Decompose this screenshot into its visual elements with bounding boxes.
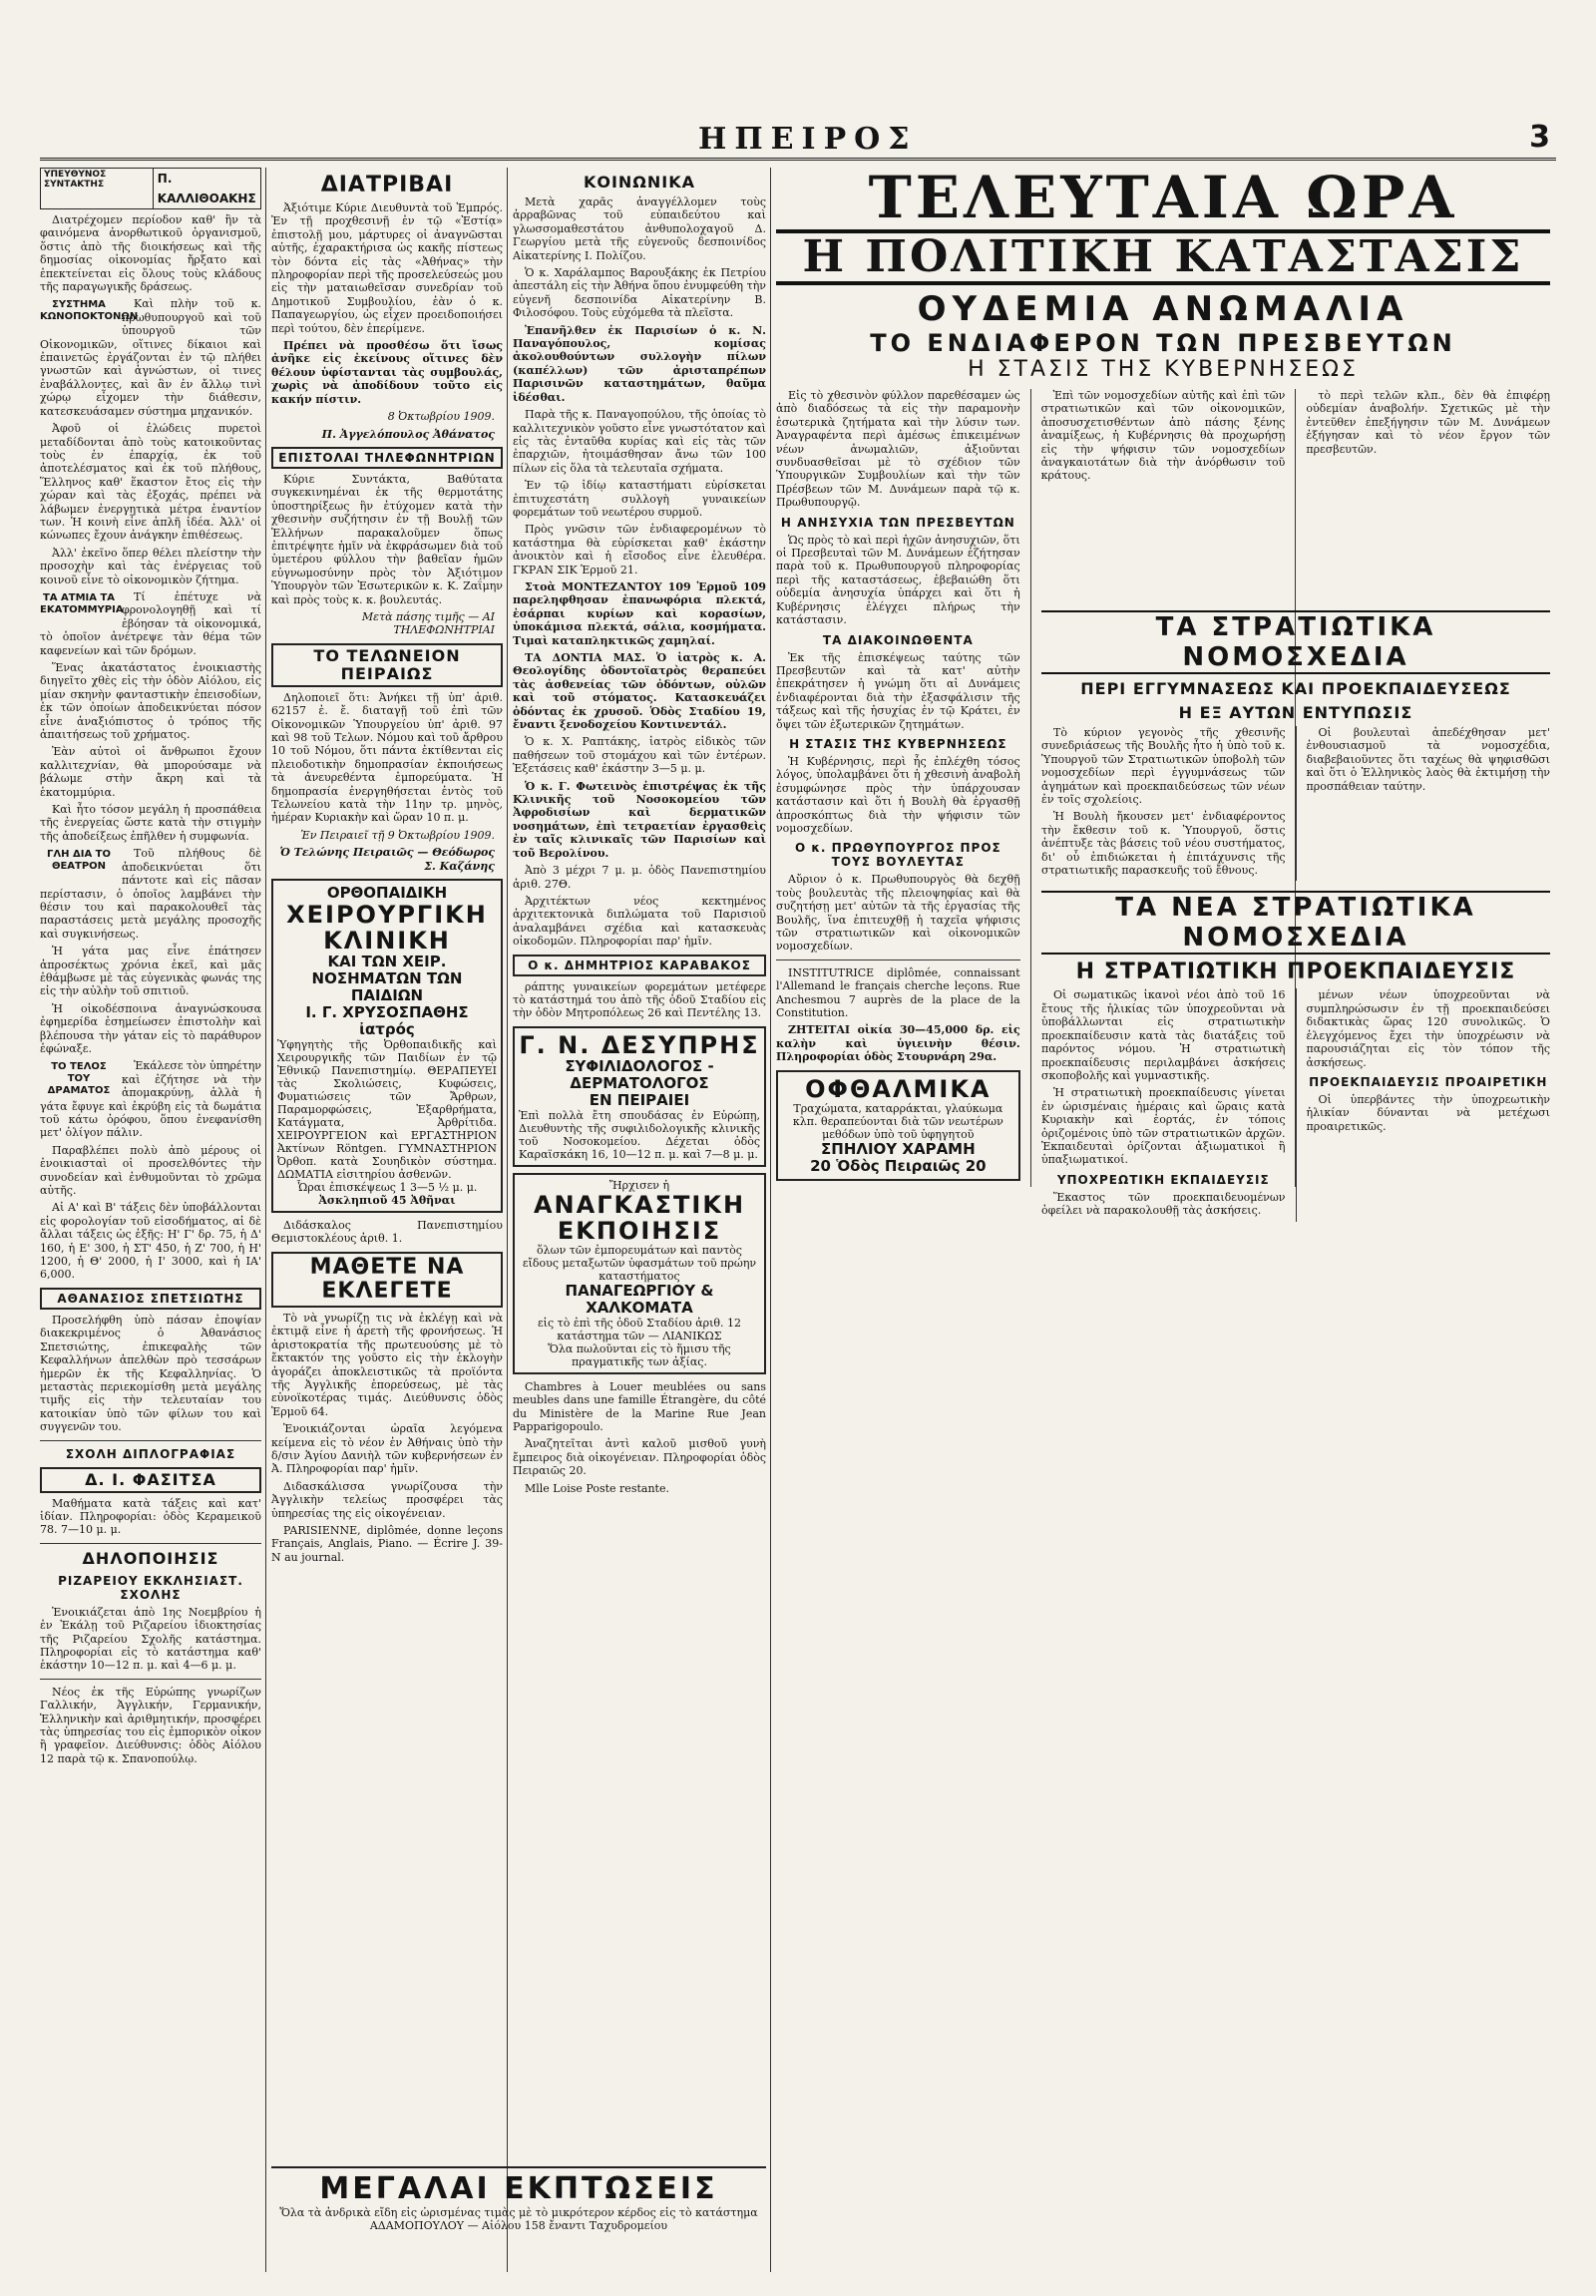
ad-name: Δ. Ι. ΦΑΣΙΤΣΑ — [40, 1467, 261, 1493]
column-1 — [40, 168, 261, 2272]
ad-hours: Ὧραι ἐπισκέψεως 1 3—5 ½ μ. μ. — [296, 1181, 478, 1195]
article-paragraph: Αὔριον ὁ κ. Πρωθυπουργὸς θὰ δεχθῇ τοὺς βουλευτὰς τῆς πλειοψηφίας καὶ θὰ συζητήσῃ μετ' αὐτῶν τὰ τῆς ἐργασίας τῆς Βουλῆς, ἵνα ἐπιτευχθῇ ἡ ταχεῖα ψήφισις τῶν στρατιωτικῶν καὶ οἰκονομικῶν νομοσχεδίων. — [776, 873, 1020, 954]
column-3 — [513, 168, 766, 2272]
article-column — [1296, 726, 1551, 881]
article-paragraph: Αἱ Α' καὶ Β' τάξεις δὲν ὑποβάλλονται εἰς φορολογίαν τοῦ εἰσοδήματος, αἱ δὲ ἄλλαι τάξεις ὡς ἑξῆς: Η' Γ' δρ. 75, ἡ Δ' 160, ἡ Ε' 300, ἡ ΣΤ' 450, ἡ Ζ' 700, ἡ Η' 1200, ἡ Θ' 2000, ἡ Ι' 3000, καὶ ἡ ΙΑ' 6,000. — [40, 1201, 261, 1282]
society-paragraph: Παρὰ τῆς κ. Παναγοπούλου, τῆς ὁποίας τὸ καλλιτεχνικὸν γοῦστο εἶνε γνωστότατον καὶ εἰς τὰς ἐνταῦθα κυρίας καὶ εἰς τὰς τῶν ἐπαρχιῶν, ἠτοιμάσθησαν ἄνω τῶν 100 πίλων εἰς ὅλα τὰ τελευταῖα σχήματα. — [513, 408, 766, 475]
notice-text: Δηλοποιεῖ ὅτι: Ἀνήκει τῇ ὑπ' ἀριθ. 62157 ἐ. ἔ. διαταγῇ τοῦ ἐπὶ τῶν Οἰκονομικῶν Ὑπουργείου ὑπ' ἀριθ. 97 καὶ 98 τοῦ Τελων. Νόμου καὶ τοῦ ἄρθρου 10 τοῦ Νόμου, ὅτι πάντα ἐκτίθενται εἰς πλειοδοτικὴν δημοπρασίαν ἐκποιήσεως τὰ ἀνευρεθέντα ἐμπορεύματα. Ἡ δημοπρασία ἐνεργηθήσεται ἐντὸς τοῦ Τελωνείου κατὰ τὴν 11ην τρ. μηνὸς, ἡμέραν Κυριακὴν καὶ ὥραν 10 π. μ. — [271, 690, 503, 825]
article-paragraph: τὸ περὶ τελῶν κλπ., δὲν θὰ ἐπιφέρῃ οὐδεμίαν ἀναβολήν. Σχετικῶς μὲ τὴν ἐντεῦθεν ἐπεξήγησιν τῶν Μ. Δυνάμεων ἐξήγησαν καὶ τὸ νέον ἔργον τῶν πρεσβευτῶν. — [1306, 389, 1550, 456]
society-paragraph: Ἐπανῆλθεν ἐκ Παρισίων ὁ κ. Ν. Παναγόπουλος, κομίσας ἀκολουθούντων συλλογὴν πίλων (καπέλλων) τῶν ἀρισταπρέπων Παρισινῶν καταστημάτων, θαῦμα ἰδέσθαι. — [513, 323, 766, 404]
article-paragraph: Ἡ στρατιωτικὴ προεκπαίδευσις γίνεται ἐν ὡρισμέναις ἡμέραις καὶ ὥραις κατὰ Κυριακὴν καὶ ἑορτάς, ἐν τόποις ὁριζομένοις ὑπὸ τῶν στρατιωτικῶν ἀρχῶν. Ἐκπαιδευταὶ ὁρίζονται ἀξιωματικοὶ ἢ ὑπαξιωματικοί. — [1041, 1086, 1286, 1167]
letter-signature: Μετὰ πάσης τιμῆς — ΑΙ ΤΗΛΕΦΩΝΗΤΡΙΑΙ — [361, 609, 495, 637]
notice-signature: Ὁ Τελώνης Πειραιῶς — Θεόδωρος Σ. Καζάνης — [279, 846, 495, 873]
ad-text: Στοὰ ΜΟΝΤΕΖΑΝΤΟΥ 109 Ἑρμοῦ 109 παρεληφθησαν ἐπανωφόρια πλεκτά, ἐσάρπαι κυρίων καὶ κορασίων, ὑποκάμισα πλεκτά, σάλια, κοσμήματα. Τιμαὶ καταπληκτικῶς χαμηλαί. — [513, 579, 766, 647]
side-heading: ΤΑ ΑΤΜΙΑ ΤΑ ΕΚΑΤΟΜΜΥΡΙΑ — [40, 591, 124, 615]
notice-date: Ἐν Πειραιεῖ τῇ 9 Ὀκτωβρίου 1909. — [300, 828, 495, 842]
divider — [40, 1440, 261, 1441]
ophthalmology-ad — [776, 1070, 1020, 1181]
article-paragraph: Ἀλλ' ἐκεῖνο ὅπερ θέλει πλείστην τὴν προσοχὴν καὶ τὰς ἐνέργειας τοῦ κοινοῦ εἶνε τὸ οἰκονομικὸν ζήτημα. — [40, 546, 261, 586]
article-paragraph: Ἡ οἰκοδέσποινα ἀναγνώσκουσα ἐφημερίδα ἐσημείωσεν ἐπιστολὴν καὶ βλέπουσα τὴν γάταν εἰς τὸ παράθυρον ἐφώναξε. — [40, 1001, 261, 1055]
ad-title: ΧΕΙΡΟΥΡΓΙΚΗ ΚΛΙΝΙΚΗ — [286, 901, 488, 956]
obituary-heading: ΑΘΑΝΑΣΙΟΣ ΣΠΕΤΣΙΩΤΗΣ — [40, 1288, 261, 1310]
ad-name: ΣΠΗΛΙΟΥ ΧΑΡΑΜΗ — [821, 1139, 976, 1158]
ad-text: Ὅλα τὰ ἀνδρικὰ εἴδη εἰς ὡρισμένας τιμὰς μὲ τὸ μικρότερον κέρδος εἰς τὸ κατάστημα ΑΔΑΜΟΠΟΥΛΟΥ — Αἰόλου 158 ἔναντι Ταχυδρομείου — [279, 2206, 758, 2232]
lead-column — [776, 389, 1020, 1187]
article-paragraph: Ἀφοῦ οἱ ἐλώδεις πυρετοὶ μεταδίδονται ἀπὸ τοὺς κατοικοῦντας τοὺς ἐν ἐπαρχίᾳ, ἐκ τοῦ ἀποτελέσματος καὶ ἐκ τοῦ πλήθους, Ἕλληνος καθ' ἕκαστον ἔτος εἰς τὴν χώραν καὶ τὰς ἐξοχάς, πρέπει νὰ λάβωμεν ἐνεργητικὰ μέτρα ἐναντίον των. Ἡ κοινὴ εἶνε ἁπλῆ ἰδέα. Ἀλλ' οἱ κώνωπες ἔχουν ἀνάγκην ἐπιθέσεως. — [40, 422, 261, 543]
ad-text: Ἐπὶ πολλὰ ἔτη σπουδάσας ἐν Εὐρώπῃ, Διευθυντὴς τῆς συφιλιδολογικῆς κλινικῆς τοῦ Νοσοκομείου. Δέχεται ὁδὸς Καραϊσκάκη 16, 10—12 π. μ. καὶ 7—8 μ. μ. — [519, 1108, 760, 1161]
column-4 — [776, 168, 1550, 2272]
subsection-heading: ΤΑ ΔΙΑΚΟΙΝΩΘΕΝΤΑ — [822, 632, 974, 647]
article-paragraph: Οἱ ὑπερβάντες τὴν ὑποχρεωτικὴν ἡλικίαν δύνανται νὰ μετέχωσι προαιρετικῶς. — [1306, 1092, 1550, 1133]
ad-text: INSTITUTRICE diplômée, connaissant l'Allemand le français cherche leçons. Rue Anchesmou 7 auprès de la place de la Constitution. — [776, 965, 1020, 1020]
ad-text: ράπτης γυναικείων φορεμάτων μετέφερε τὸ κατάστημά του ἀπὸ τῆς ὁδοῦ Σταδίου εἰς τὴν ὁδὸν Μητροπόλεως 26 καὶ Πεντέλης 13. — [513, 979, 766, 1020]
article-paragraph: Ἐκ τῆς ἐπισκέψεως ταύτης τῶν Πρεσβευτῶν καὶ τὰ κατ' αὐτὴν ἐπεκράτησεν ἡ γνώμη ὅτι αἱ Δυνάμεις ἐνδιαφέρονται διὰ τὴν ἐξασφάλισιν τῆς τάξεως καὶ τῆς ἡσυχίας ἐν τῷ Κράτει, ἐν ὄψει τῶν ἐξωτερικῶν ζητημάτων. — [776, 650, 1020, 731]
article-paragraph: Ὡς πρὸς τὸ καὶ περὶ ἠχῶν ἀνησυχιῶν, ὅτι οἱ Πρεσβευταὶ τῶν Μ. Δυνάμεων ἐζήτησαν παρὰ τοῦ κ. Πρωθυπουργοῦ πληροφορίας περὶ τῆς καταστάσεως, ἐβεβαιώθη ὅτι οὐδεμία ἀνησυχία ὑπάρχει καὶ ὅτι ἡ Κυβέρνησις ἐλέγχει πλήρως τὴν κατάστασιν. — [776, 533, 1020, 627]
ad-title: ΟΦΘΑΛΜΙΚΑ — [805, 1074, 992, 1103]
article-paragraph: Νέος ἐκ τῆς Εὐρώπης γνωρίζων Γαλλικήν, Ἀγγλικήν, Γερμανικήν, Ἑλληνικὴν καὶ ἀριθμητικήν, προσφέρει τὰς ὑπηρεσίας του εἰς ἐμπορικὸν οἶκον ἢ γραφεῖον. Διεύθυνσις: ὁδὸς Αἰόλου 12 παρὰ τῷ κ. Σπανοπούλῳ. — [40, 1685, 261, 1765]
ad-text: ΖΗΤΕΙΤΑΙ οἰκία 30—45,000 δρ. εἰς καλὴν καὶ ὑγιεινὴν θέσιν. Πληροφορίαι ὁδὸς Στουρνάρη 29α. — [776, 1023, 1020, 1064]
ad-heading: ΣΧΟΛΗ ΔΙΠΛΟΓΡΑΦΙΑΣ — [65, 1446, 236, 1461]
ad-text: Τραχώματα, καταρράκται, γλαύκωμα κλπ. θεραπεύονται διὰ τῶν νεωτέρων μεθόδων ὑπὸ τοῦ ὑφηγητοῦ — [792, 1101, 1003, 1141]
article-paragraph: μένων νέων ὑποχρεοῦνται νὰ συμπληρώσωσιν ἐν τῇ προεκπαιδεύσει διδακτικὰς ὥρας 120 συνολικῶς. Ὁ ἐλεγχόμενος ἔχει τὴν ὑποχρέωσιν νὰ παρουσιάζηται εἰς τὸν τόπον τῆς ἀσκήσεως. — [1306, 988, 1550, 1069]
article-paragraph: Ἐὰν αὐτοὶ οἱ ἄνθρωποι ἔχουν καλλιτεχνίαν, θὰ μπορούσαμε νὰ βάλωμε στὴν ἄκρη καὶ τὰ ἑκατομμύρια. — [40, 745, 261, 799]
society-paragraph: Μετὰ χαρᾶς ἀναγγέλλομεν τοὺς ἀρραβῶνας τοῦ εὐπαιδεύτου καὶ γλωσσομαθεστάτου ἀνθυπολοχαγοῦ Δ. Γεωργίου μετὰ τῆς εὐγενοῦς δεσποινίδος Αἰκατερίνης Ι. Πολίζου. — [513, 195, 766, 262]
society-paragraph: Ἐν τῷ ἰδίῳ καταστήματι εὑρίσκεται ἐπιτυχεστάτη συλλογὴ γυναικείων φορεμάτων τοῦ νεωτέρου συρμοῦ. — [513, 479, 766, 519]
subsection-heading: Η ΣΤΑΣΙΣ ΤΗΣ ΚΥΒΕΡΝΗΣΕΩΣ — [789, 736, 1007, 751]
ad-subtitle: ΚΑΙ ΤΩΝ ΧΕΙΡ. ΝΟΣΗΜΑΤΩΝ ΤΩΝ ΠΑΙΔΙΩΝ — [311, 953, 463, 1005]
divider — [40, 1543, 261, 1544]
section-heading: ΕΠΙΣΤΟΛΑΙ ΤΗΛΕΦΩΝΗΤΡΙΩΝ — [271, 447, 503, 469]
discounts-ad — [271, 2166, 766, 2232]
article-paragraph: Καὶ πλὴν τοῦ κ. πρωθυπουργοῦ καὶ τοῦ ὑπουργοῦ τῶν Οἰκονομικῶν, οἵτινες δίκαιοι καὶ ἐπαινετῶς ἐργάζονται ἐν τῷ πλήθει γνωστῶν καὶ ἀγνώστων, οἱ τινες ἐναβάλλοντες, καὶ ἂν ἐν ἄλλῳ τινὶ χώρῳ εἶχομεν τὴν διάθεσιν, κατεσκευάσαμεν σύστημα μηχανικόν. — [40, 297, 261, 418]
editor-box — [40, 168, 261, 209]
editor-role: ΥΠΕΥΘΥΝΟΣ ΣΥΝΤΑΚΤΗΣ — [41, 169, 154, 208]
ad-title: Γ. Ν. ΔΕΣΥΠΡΗΣ — [519, 1030, 760, 1059]
military-bills-section — [1041, 606, 1550, 1222]
section-heading: ΔΙΑΤΡΙΒΑΙ — [320, 173, 454, 197]
article-paragraph: Οἱ σωματικῶς ἱκανοὶ νέοι ἀπὸ τοῦ 16 ἔτους τῆς ἡλικίας τῶν ὑποχρεοῦνται νὰ ὑποβάλλωνται εἰς στρατιωτικὴν προεκπαίδευσιν κατὰ τὰς διατάξεις τοῦ παρόντος νόμου. Ἡ στρατιωτικὴ προεκπαίδευσις περιλαμβάνει ἀσκήσεις σκοποβολῆς καὶ γυμναστικῆς. — [1041, 988, 1286, 1082]
section-heading: ΤΑ ΝΕΑ ΣΤΡΑΤΙΩΤΙΚΑ ΝΟΜΟΣΧΕΔΙΑ — [1041, 891, 1550, 955]
column-divider — [770, 168, 771, 2272]
article-paragraph: Διατρέχομεν περίοδον καθ' ἣν τὰ φαινόμενα ἀνορθωτικοῦ ὀργανισμοῦ, ὅστις ἀπὸ τῆς διοικήσεως καὶ τῆς δημοσίας οἰκονομίας ἤρξατο καὶ ἐπεκτείνεται εἰς ὅλους τοὺς κλάδους τῆς παραγωγικῆς δράσεως. — [40, 213, 261, 294]
editor-name: Π. ΚΑΛΛΙΘΟΑΚΗΣ — [157, 172, 256, 205]
society-paragraph: Πρὸς γνῶσιν τῶν ἐνδιαφερομένων τὸ κατάστημα θὰ εὑρίσκεται καθ' ἑκάστην ἀνοικτὸν καὶ ἡ εἴσοδος εἶνε ἐλευθέρα. ΓΚΡΑΝ ΣΙΚ Ἑρμοῦ 21. — [513, 523, 766, 576]
article-paragraph: Οἱ βουλευταὶ ἀπεδέχθησαν μετ' ἐνθουσιασμοῦ τὰ νομοσχέδια, διαβεβαιοῦντες ὅτι ταχέως θὰ ψηφισθῶσι καὶ ὅτι ὁ Ἑλληνικὸς λαὸς θὰ ἐκτιμήσῃ τὴν προσπάθειαν ταύτην. — [1306, 726, 1550, 793]
ad-pretitle: Ἤρχισεν ἡ — [608, 1178, 670, 1192]
article-paragraph: Ἐκάλεσε τὸν ὑπηρέτην καὶ ἐζήτησε νὰ τὴν ἀπομακρύνῃ, ἀλλὰ ἡ γάτα ἔφυγε καὶ ἐκρύβη εἰς τὰ δωμάτια τοῦ κάτω ὀρόφου, ὅπου ἐνεφανίσθη μετ' ὀλίγον πάλιν. — [40, 1059, 261, 1140]
article-paragraph: Προσελήφθη ὑπὸ πάσαν ἐποψίαν διακεκριμένος ὁ Ἀθανάσιος Σπετσιώτης, ἐπικεφαλὴς τῶν Κεφαλλήνων ἀπελθὼν πρὸ τεσσάρων ἡμερῶν ἐκ τῆς Κεφαλληνίας. Ὁ μεταστὰς περιεκομίσθη μετὰ μεγάλης τιμῆς εἰς τὴν τελευταίαν του κατοικίαν ὑπὸ τῶν φίλων του καὶ συγγενῶν του. — [40, 1313, 261, 1434]
banner-subheadline: Η ΣΤΑΣΙΣ ΤΗΣ ΚΥΒΕΡΝΗΣΕΩΣ — [968, 357, 1359, 382]
column-divider — [507, 168, 508, 2272]
ad-heading: Ο κ. ΔΗΜΗΤΡΙΟΣ ΚΑΡΑΒΑΚΟΣ — [513, 955, 766, 976]
ad-subtitle: ΣΥΦΙΛΙΔΟΛΟΓΟΣ - ΔΕΡΜΑΤΟΛΟΓΟΣ — [565, 1056, 714, 1092]
article-paragraph: Ἡ γάτα μας εἶνε ἐπάτησεν ἀπροσέκτως χρόνια ἐκεῖ, καὶ μᾶς ἐθάμβωσε μὲ τὰς εὐγενικὰς φωνάς της εἰς τὴν αὐλὴν τοῦ σπιτιοῦ. — [40, 945, 261, 998]
article-paragraph: Ἡ Κυβέρνησις, περὶ ἧς ἐπλέχθη τόσος λόγος, ὑπολαμβάνει ὅτι ἡ χθεσινὴ ἀναβολὴ ἐσυμφώνησε πρὸς τὴν ὑπάρχουσαν κατάστασιν καὶ ὅτι ἡ Βουλὴ θὰ ἐργασθῇ ἀπροσκόπτως διὰ τὴν ψήφισιν τῶν νομοσχεδίων. — [776, 754, 1020, 835]
side-heading: ΤΟ ΤΕΛΟΣ ΤΟΥ ΔΡΑΜΑΤΟΣ — [47, 1061, 111, 1097]
section-subheading: Η ΕΞ ΑΥΤΩΝ ΕΝΤΥΠΩΣΙΣ — [1178, 703, 1413, 722]
ad-heading: ΜΑΘΕΤΕ ΝΑ ΕΚΛΕΓΕΤΕ — [271, 1252, 503, 1308]
article-paragraph: Παραβλέπει πολὺ ἀπὸ μέρους οἱ ἐνοικιασταὶ οἱ προσελθόντες τὴν συνοδείαν καὶ ἐνθυμοῦνται τὸ χρῶμα αὐτῆς. — [40, 1143, 261, 1198]
masthead — [40, 118, 1556, 161]
article-column — [1296, 988, 1551, 1221]
ad-address: Ἀσκληπιοῦ 45 Ἀθῆναι — [318, 1194, 456, 1208]
banner-subheadline: ΟΥΔΕΜΙΑ ΑΝΩΜΑΛΙΑ — [917, 289, 1409, 329]
column-divider — [265, 168, 266, 2272]
letter-date: 8 Ὀκτωβρίου 1909. — [387, 410, 495, 424]
ad-text: ΤΑ ΔΟΝΤΙΑ ΜΑΣ. Ὁ ἰατρὸς κ. Α. Θεολογίδης ὀδοντοϊατρὸς θεραπεύει τὰς ἀσθενείας τῶν ὀδόντων, οὐλῶν καὶ τοῦ στόματος. Κατασκευάζει ὀδόντας ἐκ χρυσοῦ. Ὁδὸς Σταδίου 19, ἔναντι ξενοδοχείου Κοντινεντάλ. — [513, 651, 766, 732]
ad-title: ΑΝΑΓΚΑΣΤΙΚΗ ΕΚΠΟΙΗΣΙΣ — [533, 1190, 746, 1245]
subsection-heading: Ο κ. ΠΡΩΘΥΠΟΥΡΓΟΣ ΠΡΟΣ ΤΟΥΣ ΒΟΥΛΕΥΤΑΣ — [794, 841, 1001, 870]
section-heading: ΤΑ ΣΤΡΑΤΙΩΤΙΚΑ ΝΟΜΟΣΧΕΔΙΑ — [1041, 610, 1550, 674]
ad-text: Chambres à Louer meublées ou sans meubles dans une famille Étrangère, du côté du Ministère de la Marine Rue Jean Papparigopoulo. — [513, 1379, 766, 1433]
notice-text: Ἐνοικιάζεται ἀπὸ 1ης Νοεμβρίου ἡ ἐν Ἐκάλῃ τοῦ Ριζαρείου ἰδιοκτησίας τῆς Ριζαρείου Σχολῆς κατάστημα. Πληροφορίαι εἰς τὸ κατάστημα καθ' ἑκάστην 10—12 π. μ. καὶ 4—6 μ. μ. — [40, 1605, 261, 1673]
notice-heading: ΔΗΛΟΠΟΙΗΣΙΣ — [82, 1548, 219, 1568]
ad-title: ΟΡΘΟΠΑΙΔΙΚΗ — [326, 884, 448, 903]
article-paragraph: Τοῦ πλήθους δὲ ἀποδεικνύεται ὅτι πάντοτε καὶ εἰς πᾶσαν περίστασιν, ὁ ὁποῖος λαμβάνει τὴν θέσιν του καὶ παρακολουθεῖ τὰς παραστάσεις μετὰ μεγάλης προσοχῆς καὶ συγκινήσεως. — [40, 847, 261, 941]
article-paragraph: Καὶ ἦτο τόσον μεγάλη ἡ προσπάθεια τῆς ἐνεργείας ὥστε κατὰ τὴν στιγμὴν τῆς ἀποδείξεως ἐπῆλθεν ἡ συμφωνία. — [40, 803, 261, 843]
ad-text: Ἀπὸ 3 μέχρι 7 μ. μ. ὁδὸς Πανεπιστημίου ἀριθ. 27Θ. — [513, 864, 766, 891]
ad-text: Μαθήματα κατὰ τάξεις καὶ κατ' ἰδίαν. Πληροφορίαι: ὁδὸς Κεραμεικοῦ 78. 7—10 μ. μ. — [40, 1496, 261, 1537]
ad-text: ὅλων τῶν ἐμπορευμάτων καὶ παντὸς εἴδους μεταξωτῶν ὑφασμάτων τοῦ πρώην καταστήματος — [522, 1243, 757, 1283]
subsection-heading: Η ΑΝΗΣΥΧΙΑ ΤΩΝ ΠΡΕΣΒΕΥΤΩΝ — [780, 515, 1015, 530]
article-column — [1041, 726, 1286, 881]
page-number: 3 — [1529, 120, 1550, 155]
article-paragraph: Ἐπὶ τῶν νομοσχεδίων αὐτῆς καὶ ἐπὶ τῶν στρατιωτικῶν καὶ τῶν οἰκονομικῶν, ἀποσυσχετισθέντων ἀπὸ πάσης ξένης ἀναμίξεως, ἡ Κυβέρνησις θὰ προχωρήσῃ εἰς τὴν ψήφισιν τῶν νομοσχεδίων ἀναγκαιοτάτων διὰ τὴν ἀνόρθωσιν τοῦ κράτους. — [1040, 389, 1286, 483]
divider — [776, 959, 1020, 960]
ad-text: Ἀναζητεῖται ἀντὶ καλοῦ μισθοῦ γυνὴ ἔμπειρος διὰ οἰκογένειαν. Πληροφορίαι ὁδὸς Πειραιῶς 20. — [513, 1437, 766, 1478]
letter-paragraph: Πρέπει νὰ προσθέσω ὅτι ἴσως ἀνῆκε εἰς ἐκείνους οἵτινες δὲν θέλουν ὑφίστανται τὰς συμβουλάς, χωρὶς νὰ ἀποδίδουν τοῦτο εἰς κακήν πίστιν. — [271, 339, 503, 406]
banner-subheadline: ΤΟ ΕΝΔΙΑΦΕΡΟΝ ΤΩΝ ΠΡΕΣΒΕΥΤΩΝ — [870, 329, 1456, 357]
ad-doctor: Ι. Γ. ΧΡΥΣΟΣΠΑΘΗΣ ἰατρός — [305, 1003, 469, 1039]
liquidation-ad — [513, 1173, 766, 1374]
ad-text: Ὑφηγητὴς τῆς Ὀρθοπαιδικῆς καὶ Χειρουργικῆς τῶν Παιδίων ἐν τῷ Ἐθνικῷ Πανεπιστημίῳ. ΘΕΡΑΠΕΥΕΙ τὰς Σκολιώσεις, Κυφώσεις, Φυματιώσεις τῶν Ἄρθρων, Παραμορφώσεις, Ἐξαρθρήματα, Κατάγματα, Ἀρθρίτιδα. ΧΕΙΡΟΥΡΓΕΙΟΝ καὶ ΕΡΓΑΣΤΗΡΙΟΝ Ἀκτίνων Röntgen. ΓΥΜΝΑΣΤΗΡΙΟΝ Ὀρθοπ. κατὰ Σουηδικὸν σύστημα. ΔΩΜΑΤΙΑ εἰσιτηρίου ἀσθενῶν. — [277, 1038, 497, 1182]
article-columns — [1041, 988, 1550, 1221]
side-heading: ΓΛΗ ΔΙΑ ΤΟ ΘΕΑΤΡΟΝ — [47, 849, 111, 873]
section-subheading: Η ΣΤΡΑΤΙΩΤΙΚΗ ΠΡΟΕΚΠΑΙΔΕΥΣΙΣ — [1075, 959, 1516, 985]
society-paragraph: Ὁ κ. Χαράλαμπος Βαρουξάκης ἐκ Πετρίου ἀπεστάλη εἰς τὴν Ἀθήνα ὅπου ἐνυμφεύθη τὴν εὐγενῆ δεσποινίδα Αἰκατερίνην Β. Φιλοσόφου. Τοὺς εὐχόμεθα τὰ πλεῖστα. — [513, 266, 766, 320]
ad-text: Τὸ νὰ γνωρίζῃ τις νὰ ἐκλέγῃ καὶ νὰ ἐκτιμᾷ εἶνε ἡ ἀρετὴ τῆς φρονήσεως. Ἡ ἀριστοκρατία τῆς πρωτευούσης μὲ τὸ ἔκτακτόν της γοῦστο εἰς τὴν ἐκλογὴν ἀγοράζει ἀποκλειστικῶς τὰ προϊόντα τῆς Ἀγγλικῆς ἐπορεύσεως, μὲ τὰς εὐνοϊκοτέρας τιμάς. Διεύθυνσις ὁδὸς Ἑρμοῦ 64. — [271, 1311, 503, 1418]
subsection-heading: ΥΠΟΧΡΕΩΤΙΚΗ ΕΚΠΑΙΔΕΥΣΙΣ — [1056, 1172, 1270, 1187]
article-paragraph: Εἰς τὸ χθεσινὸν φύλλον παρεθέσαμεν ὡς ἀπὸ διαδόσεως τὰ εἰς τὴν παραμονὴν ἐσωτερικὰ ζητήματα καὶ τὴν λύσιν των. Ἀναγραφέντα περὶ ἀμέσως ἐπικειμένων νέων ἀνωμαλιῶν, ἀξιοῦνται συνδυασθεῖσαι μὲ τὸ σχέδιον τῶν Ὑπουργικῶν Συμβουλίων καὶ τὴν τῶν Πρέσβεων τῶν Μ. Δυνάμεων παρὰ τῷ κ. Πρωθυπουργῷ. — [776, 389, 1020, 510]
divider — [40, 1679, 261, 1680]
article-paragraph: Ἡ Βουλὴ ἤκουσεν μετ' ἐνδιαφέροντος τὴν ἔκθεσιν τοῦ κ. Ὑπουργοῦ, ὅστις ἀνέπτυξε τὰς βάσεις τοῦ νέου συστήματος, δι' οὗ ἐπιδιώκεται ἡ ἐπιτάχυνσις τῆς στρατιωτικῆς παρασκευῆς τοῦ ἔθνους. — [1041, 810, 1286, 878]
ad-text: Ὁ κ. Χ. Ραπτάκης, ἰατρὸς εἰδικὸς τῶν παθήσεων τοῦ στομάχου καὶ τῶν ἐντέρων. Ἐξετάσεις καθ' ἑκάστην 3—5 μ. μ. — [513, 735, 766, 776]
notice-text: Διδάσκαλος Πανεπιστημίου Θεμιστοκλέους ἀριθ. 1. — [271, 1219, 503, 1246]
side-heading: ΣΥΣΤΗΜΑ ΚΩΝΟΠΟΚΤΟΝΩΝ — [40, 299, 139, 323]
ad-text: Ἀρχιτέκτων νέος κεκτημένος ἀρχιτεκτονικὰ διπλώματα τοῦ Παρισιοῦ ἀναλαμβάνει σχέδια καὶ κατασκευὰς οἰκοδομῶν. Πληροφορίαι παρ' ἡμῖν. — [513, 894, 766, 949]
article-paragraph: Ἕνας ἀκατάστατος ἐνοικιαστὴς διηγεῖτο χθὲς εἰς τὴν ὁδὸν Αἰόλου, εἰς μίαν σκηνὴν φανταστικὴν ἐπεισοδίων, ἐκ τῶν ὁποίων ἀποδεικνύεται πόσον εἶνε ἀναξιόπιστος ὁ τρόπος τῆς ἀπαιτήσεως τοῦ χρήματος. — [40, 661, 261, 742]
article-paragraph: Τί ἐπέτυχε νὰ φρονολογηθῇ καὶ τί ἐβόησαν τὰ οἰκονομικά, τὸ ὁποῖον ἀνέτρεψε τὰν θέμα τῶν καφενείων καὶ τῶν δρόμων. — [40, 589, 261, 657]
letter-signature: Π. Ἀγγελόπουλος Ἀθάνατος — [321, 427, 495, 441]
column-2 — [271, 168, 503, 2272]
clinic-ad — [271, 879, 503, 1213]
letter-paragraph: Κύριε Συντάκτα, Βαθύτατα συγκεκινημέναι ἐκ τῆς θερμοτάτης ὑποστηρίξεως ἣν ἐτύχομεν κατὰ τὴν χθεσινὴν συζήτησιν ἐν τῇ Βουλῇ τῶν Ἑλλήνων παρακαλοῦμεν ὅπως ἐπιτρέψητε ἡμῖν νὰ ἐκφράσωμεν διὰ τοῦ ὑμετέρου φύλλου τὴν βαθεῖαν ἡμῶν εὐγνωμοσύνην πρὸς τὸν Ἀξιότιμον Ὑπουργὸν τῶν Ἐσωτερικῶν κ. Κ. Ζαΐμην καὶ πρὸς τοὺς κ. κ. βουλευτάς. — [271, 472, 503, 606]
notice-subheading: ΡΙΖΑΡΕΙΟΥ ΕΚΚΛΗΣΙΑΣΤ. ΣΧΟΛΗΣ — [58, 1573, 243, 1602]
ad-address: 20 Ὁδὸς Πειραιῶς 20 — [810, 1156, 987, 1175]
banner-headline: ΤΕΛΕΥΤΑΙΑ ΩΡΑ — [868, 168, 1458, 231]
dermatologist-ad — [513, 1026, 766, 1167]
article-paragraph: Τὸ κύριον γεγονὸς τῆς χθεσινῆς συνεδριάσεως τῆς Βουλῆς ἦτο ἡ ὑπὸ τοῦ κ. Ὑπουργοῦ τῶν Στρατιωτικῶν ὑποβολὴ τῶν νομοσχεδίων περὶ ἐγγυμνάσεως τῶν ἀγημάτων καὶ προεκπαιδεύσεως τῶν νέων ἐν τοῖς σχολείοις. — [1041, 726, 1286, 807]
section-subheading: ΠΕΡΙ ΕΓΓΥΜΝΑΣΕΩΣ ΚΑΙ ΠΡΟΕΚΠΑΙΔΕΥΣΕΩΣ — [1080, 679, 1511, 698]
banner-headline: Η ΠΟΛΙΤΙΚΗ ΚΑΤΑΣΤΑΣΙΣ — [776, 229, 1550, 285]
subsection-heading: ΠΡΟΕΚΠΑΙΔΕΥΣΙΣ ΠΡΟΑΙΡΕΤΙΚΗ — [1309, 1074, 1548, 1089]
ad-text: Mlle Loise Poste restante. — [525, 1481, 669, 1495]
article-paragraph: Ἕκαστος τῶν προεκπαιδευομένων ὀφείλει νὰ παρακολουθῇ τὰς ἀσκήσεις. — [1041, 1190, 1286, 1218]
article-column — [1041, 988, 1286, 1221]
article-columns — [1041, 726, 1550, 881]
ad-text: Διδασκάλισσα γνωρίζουσα τὴν Ἀγγλικὴν τελείως προσφέρει τὰς ὑπηρεσίας της εἰς οἰκογένειαν. — [271, 1479, 503, 1520]
newspaper-title: ΗΠΕΙΡΟΣ — [698, 122, 918, 157]
ad-text: PARISIENNE, diplômée, donne leçons Français, Anglais, Piano. — Écrire J. 39-N au journal. — [271, 1523, 503, 1564]
ad-title: ΜΕΓΑΛΑΙ ΕΚΠΤΩΣΕΙΣ — [319, 2171, 718, 2206]
ad-note: Ὅλα πωλοῦνται εἰς τὸ ἥμισυ τῆς πραγματικῆς των ἀξίας. — [548, 1341, 731, 1368]
section-heading: ΤΟ ΤΕΛΩΝΕΙΟΝ ΠΕΙΡΑΙΩΣ — [271, 643, 503, 687]
ad-text: Ἐνοικιάζονται ὡραῖα λεγόμενα κείμενα εἰς τὸ νέον ἐν Ἀθήναις ὑπὸ τὴν δ/σιν Ἁγίου Δανιὴλ τῶν κυβερνήσεων ἐν Ἀ. Πληροφορίαι παρ' ἡμῖν. — [271, 1422, 503, 1476]
section-heading: ΚΟΙΝΩΝΙΚΑ — [583, 173, 696, 191]
letter-paragraph: Ἀξιότιμε Κύριε Διευθυντὰ τοῦ Ἐμπρός. Ἐν τῇ προχθεσινῇ ἐν τῷ «Ἐστίᾳ» ἐπιστολῇ μου, μάρτυρες οἱ ἀναγνῶσται αὐτῆς, ἐχαρακτήρισα ὡς κακῆς πίστεως τὸν δόντα εἰς τὰς «Ἀθήνας» τὴν πληροφορίαν περὶ τῆς προσελεύσεώς μου εἰς τὴν ματαιωθεῖσαν συνεδρίαν τοῦ Δημοτικοῦ Συμβουλίου, ἐὰν ὁ κ. Παπαγεωργίου, ὡς εἶχεν προειδοποιήσει περὶ τούτου, δὲν ἐπερίμενε. — [271, 201, 503, 335]
ad-subtitle: ΕΝ ΠΕΙΡΑΙΕΙ — [589, 1090, 690, 1109]
ad-text: εἰς τὸ ἐπὶ τῆς ὁδοῦ Σταδίου ἀριθ. 12 κατάστημα τῶν — ΛΙΑΝΙΚΩΣ — [537, 1316, 742, 1342]
ad-name: ΠΑΝΑΓΕΩΡΓΙΟΥ & ΧΑΛΚΟΜΑΤΑ — [565, 1281, 714, 1317]
ad-text: Ὁ κ. Γ. Φωτεινὸς ἐπιστρέψας ἐκ τῆς Κλινικῆς τοῦ Νοσοκομείου τῶν Ἀφροδισίων καὶ δερματικῶν νοσημάτων, ἐπὶ τετραετίαν ἐργασθεὶς ἐν ταῖς κλινικαῖς τῶν Παρισίων καὶ τοῦ Βερολίνου. — [513, 779, 766, 860]
